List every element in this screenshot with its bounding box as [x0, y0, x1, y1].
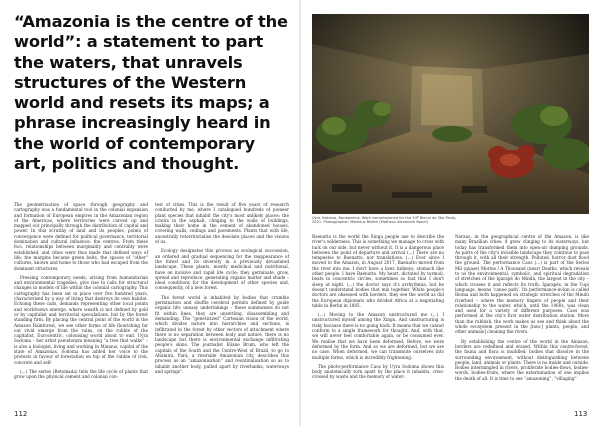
photo-caption: Uýra Sodoma, Boneworms, Work commissioned for the 34ª Bienal de São Paulo, 2021. Photographer: Matheus Belém (Matheus Alexandre Bandi): [312, 216, 457, 225]
paragraph: Pressing contemporary needs, arising from humanitarian and environmental tragedies, give rise to calls for structural changes in models of life within the colonial cartography. This cartography has been set in place over five hundred years, characterised by a way of living that destroys its own habitat. Echoing these calls, demands representing other local points and worldviews emerge, where wealth is not defined by gold or by capitalist and territorial speculations, but by the forest standing firm. By placing the central point of the world in the Amazon Rainforest, we see other forms of life flourishing far out vivid emerge from the ruins, on the rubble of the capitalist, Eurocentric, colonising world about to end. Uýra Sodoma – her artist pseudonym meaning “a tree that walks” – is also a biologist, living and working in Manaus, capital of the state of Amazonas. Sodoma has added her voice to the protests in favour of forestation on top of the rubble of iron, concrete and self-: [14, 274, 148, 365]
right-page-column-2: [455, 234, 589, 385]
paragraph: The forest world is inhabited by bodies that crumble germination and shuffle cerebral permits defined by guide organic life; uneasy undertakings – these summonses do not fit within lines, they are unsettling, disassembling and demanding. The “geneticized” Cartesian vision of the world, which divides nature into hierarchies and sections, is infiltrated in the forest by other vectors of attachment where there is no separation between body and nature, there is no landscape but there is environmental exchange infiltrating people's skins. The journalist Eliane Brum, who left the capitals of the South and the Centre-West of Brazil, to go to Altamira, Pará, a riverside Amazonian city, describes this process as an “amazonisation” and reontinalisation so as to inhabit another body, pulled apart by riverbanks, waterways and springs”.: [155, 294, 289, 374]
paragraph: By establishing the centre of the world in the Amazon, borders are redefined and erased. Within this centre-forest, the fauna and flora is muddled; bodies that dissolve in the surrounding environment, without distinguishing between people, land, animals or plants. There is no inside and outside. Bodies intermingled in rivers, proliferate bodies-flows, bodies-words, bodies-fruits, where the extermination of one implies the death of all. It is time to see “amazoning”, “villaging”: [455, 338, 589, 381]
left-page-column-2: [155, 202, 289, 378]
page-gutter: [299, 0, 301, 426]
photo-illustration: [312, 14, 589, 214]
paragraph: The photo-performance Caos by Uýra Sodoma shows this body anatomically torn apart by the place it inhabits, criss-crossed by waste and the memory of water:: [312, 363, 444, 380]
right-page-column-1: [312, 234, 444, 384]
page-number-left: 112: [14, 410, 28, 418]
paragraph: Naraus, in the geographical centre of the Amazon, is like many Brazilian cities: it grew clinging to its waterways, but today has transformed them into open-air dumping grounds. As parts of the city's invisible landscape they continue to pass through it, with all their strength. Polluted, horror dust flood the ground. The performance Caos (...) is part of the Series Mil (quase) Mortes / A Thousand (near) Deaths, which reveals to us the environmental, symbolic, and spiritual degradation of stretches of the Igarapé do Mindú, the largest in the city – which crosses it and reflects its truth. Igarapés, in the Tupi language, means ‘canoe path’. Its performance-in-kin is called Bioma and both happened on strategic stretches of the Mindú riverbed – where the memory lingers of people and their relationship to the water, which, until the 1960s, was clean and used for a variety of different purposes. Caos was performed at the city's first water distribution station. More than the rubbish, the work makes us see and think about the whole ecosystem present in the [non-] plants, people, and other animals] cleaning the rivers.: [455, 234, 589, 335]
paragraph: Baenatto is the world the Xingu people use to describe the river's wilderness. This is something we manage to cross with luck on our side, but never without it. It is a dangerous place between the point of departure and arrival (...) There are no tempestes to Baenatto, nor translations. (...) Ever since I moved to the Amazon, in August 2017, Baenatto moved from the river into me. I don't have a liver, kidneys, stomach like other people. I have Baenatto. My heart, dictated by turmoil, beats in concentric circles, sometimes so fast that I don't sleep at night. (...) the doctor says it's arrhythmia, but he doesn't understand bodies that mix together. White people's doctors are obsessed with borders, they see the world as did the European diplomats who divided Africa at a negotiating table in Berlin in 1885.: [312, 234, 444, 308]
page-number-right: 113: [574, 410, 588, 418]
paragraph: The geometrisation of space through geography and cartography was a fundamental tool in the colonial expansion and formation of European empires in the Amazonian region of the Americas, where territories were carved up and mapped out principally through the distribution of capital and power. In this scrutiny of land and its peoples, points of convergence were defined for political governance, territorial domination and cultural influence: the centres. From these foci, relationships between marginality and centrality were established, and cities were thus made that defined ways of life; the margins became green belts, the spaces of “other” cultures, known and home to those who had escaped from the dominant structures.: [14, 202, 148, 271]
headline: “Amazonia is the centre of the world”: a statement to part the waters, that unravels structures of the Western world and resets its maps; a phrase increasingly heard in the world of contemporary art, politics and thought.: [14, 12, 288, 174]
paragraph: (...) Moving to the Amazon unstructured me (...) I unstructured myself among the Xingu. And unstructuring is risky because there is no going back. It means that we cannot conform to a single framework for thought. And, with that, we will never feel comfortable again, or be consumed ever. We realise that we have been deformed. Before, we were deformed by the form. And so we are deformed, but we are no case. When deformed, we can transmute ourselves into multiple forms, which is incredibly frightening.: [312, 312, 444, 360]
left-page-column-1: [14, 202, 148, 384]
artwork-photo: [312, 14, 589, 214]
paragraph: test of cities. This is the result of five years of research conducted by me, where I catalogued hundreds of pioneer plant species that inhabit the city's most unlikely places: the cracks in the asphalt, clinging to the walls of buildings, making their home in the cement of abandoned houses, covering walls, ceilings and pavements. Plants that with life, ancestrally reterritorialise the desolate places and the visions of us.: [155, 202, 289, 245]
paragraph: Ecology designates this process as ecological succession, an ordered and gradual sequencing for the reappearance of the forest and its diversity in a previously devastated landscape. These plants, mostly medicinal and nutritional, have an incisive and rapid life cycle; they germinate, grow, spread and reproduce, generating organic matter and shade – ideal conditions for the development of other species and, consequently, of a new forest.: [155, 248, 289, 291]
paragraph: (...) The series (Retomada) tells the life cycle of plants that grow upon the physical cement and colonial con-: [14, 368, 148, 380]
